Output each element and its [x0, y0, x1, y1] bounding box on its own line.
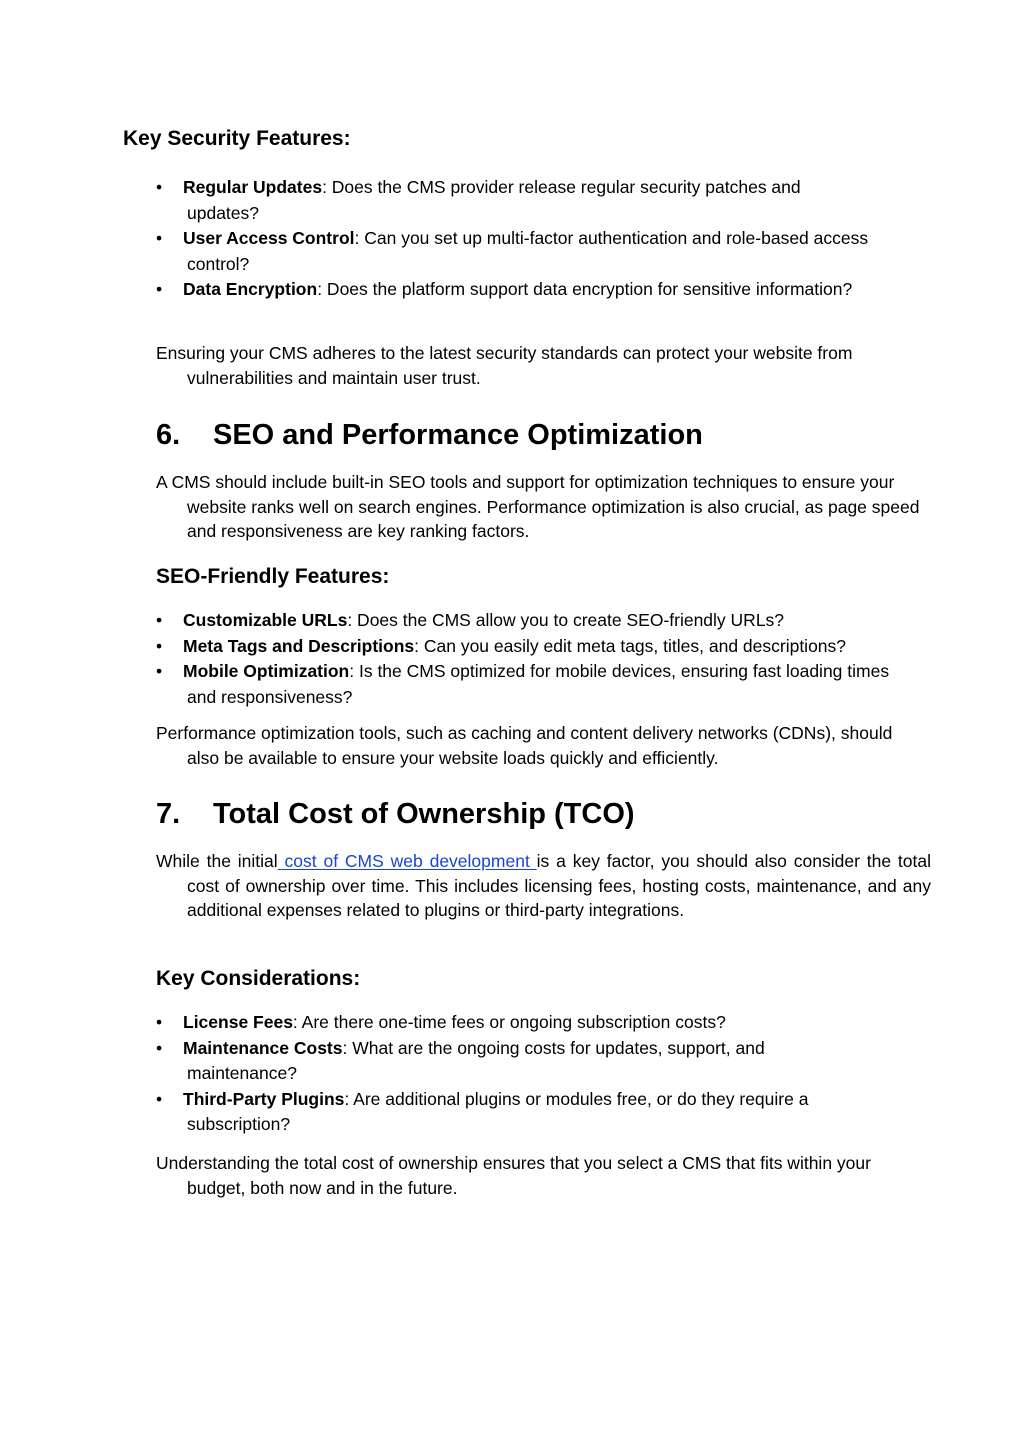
- intro-text-after: is a key factor, you should also consider the total cost of ownership over time. This includes licensing fees, hosting costs, maintenance, and any additional expenses related to plugins or third-party integrations.: [187, 851, 931, 920]
- item-text: : Does the CMS allow you to create SEO-friendly URLs?: [347, 610, 785, 630]
- section-7-closing: Understanding the total cost of ownership ensures that you select a CMS that fits within your budget, both now and in the future.: [156, 1153, 871, 1198]
- section-number: 6.: [156, 419, 181, 451]
- item-text: : What are the ongoing costs for updates, support, and maintenance?: [187, 1037, 765, 1083]
- list-item: [156, 634, 904, 660]
- item-text: : Does the platform support data encryption for sensitive information?: [317, 279, 853, 299]
- seo-features-heading: SEO-Friendly Features:: [156, 565, 390, 588]
- bullet-icon: •: [156, 610, 163, 630]
- bullet-icon: •: [156, 635, 163, 656]
- list-item: [156, 226, 876, 277]
- section-title: SEO and Performance Optimization: [213, 419, 703, 451]
- list-item: [156, 1036, 876, 1087]
- item-term: Meta Tags and Descriptions: [183, 635, 415, 656]
- list-item: [156, 659, 904, 710]
- item-text: : Does the CMS provider release regular security patches and updates?: [187, 177, 801, 223]
- bullet-icon: •: [156, 1012, 163, 1032]
- bullet-icon: •: [156, 1037, 163, 1058]
- item-term: Mobile Optimization: [183, 661, 350, 681]
- key-considerations-list: [156, 1010, 876, 1138]
- cms-cost-link[interactable]: cost of CMS web development: [277, 851, 537, 871]
- intro-text-before: While the initial: [156, 851, 278, 871]
- item-text: : Can you easily edit meta tags, titles, and descriptions?: [414, 635, 847, 656]
- security-closing: Ensuring your CMS adheres to the latest security standards can protect your website from vulnerabilities and maintain user trust.: [156, 343, 853, 388]
- item-text: : Are additional plugins or modules free, or do they require a subscription?: [187, 1088, 809, 1134]
- list-item: [156, 277, 876, 303]
- security-heading: Key Security Features:: [123, 127, 351, 150]
- bullet-icon: •: [156, 177, 163, 197]
- bullet-icon: •: [156, 661, 163, 681]
- list-item: [156, 1010, 876, 1036]
- section-7-intro: [156, 849, 931, 923]
- item-text: : Can you set up multi-factor authentication and role-based access control?: [187, 228, 869, 274]
- key-considerations-heading: Key Considerations:: [156, 967, 361, 990]
- section-6-intro: A CMS should include built-in SEO tools and support for optimization techniques to ensure your website ranks well on search engines. Performance optimization is also crucial, as page speed and responsiveness are key ranking factors.: [156, 472, 920, 541]
- list-item: [156, 1087, 876, 1138]
- section-6-closing: Performance optimization tools, such as caching and content delivery networks (CDNs), should also be available to ensure your website loads quickly and efficiently.: [156, 723, 893, 768]
- bullet-icon: •: [156, 279, 163, 299]
- item-term: Data Encryption: [183, 279, 318, 299]
- section-7-heading: [156, 797, 635, 831]
- section-6-heading: [156, 418, 703, 452]
- item-term: License Fees: [183, 1012, 293, 1032]
- item-text: : Is the CMS optimized for mobile devices, ensuring fast loading times and responsiveness?: [187, 661, 890, 707]
- list-item: [156, 175, 876, 226]
- section-title: Total Cost of Ownership (TCO): [213, 798, 635, 830]
- seo-features-list: [156, 608, 904, 710]
- bullet-icon: •: [156, 228, 163, 248]
- security-list: [156, 175, 876, 303]
- item-term: Third-Party Plugins: [183, 1088, 345, 1109]
- item-term: User Access Control: [183, 228, 355, 248]
- item-term: Regular Updates: [183, 177, 323, 197]
- list-item: [156, 608, 904, 634]
- bullet-icon: •: [156, 1088, 163, 1109]
- section-number: 7.: [156, 798, 181, 830]
- item-term: Customizable URLs: [183, 610, 348, 630]
- item-text: : Are there one-time fees or ongoing subscription costs?: [292, 1012, 726, 1032]
- item-term: Maintenance Costs: [183, 1037, 343, 1058]
